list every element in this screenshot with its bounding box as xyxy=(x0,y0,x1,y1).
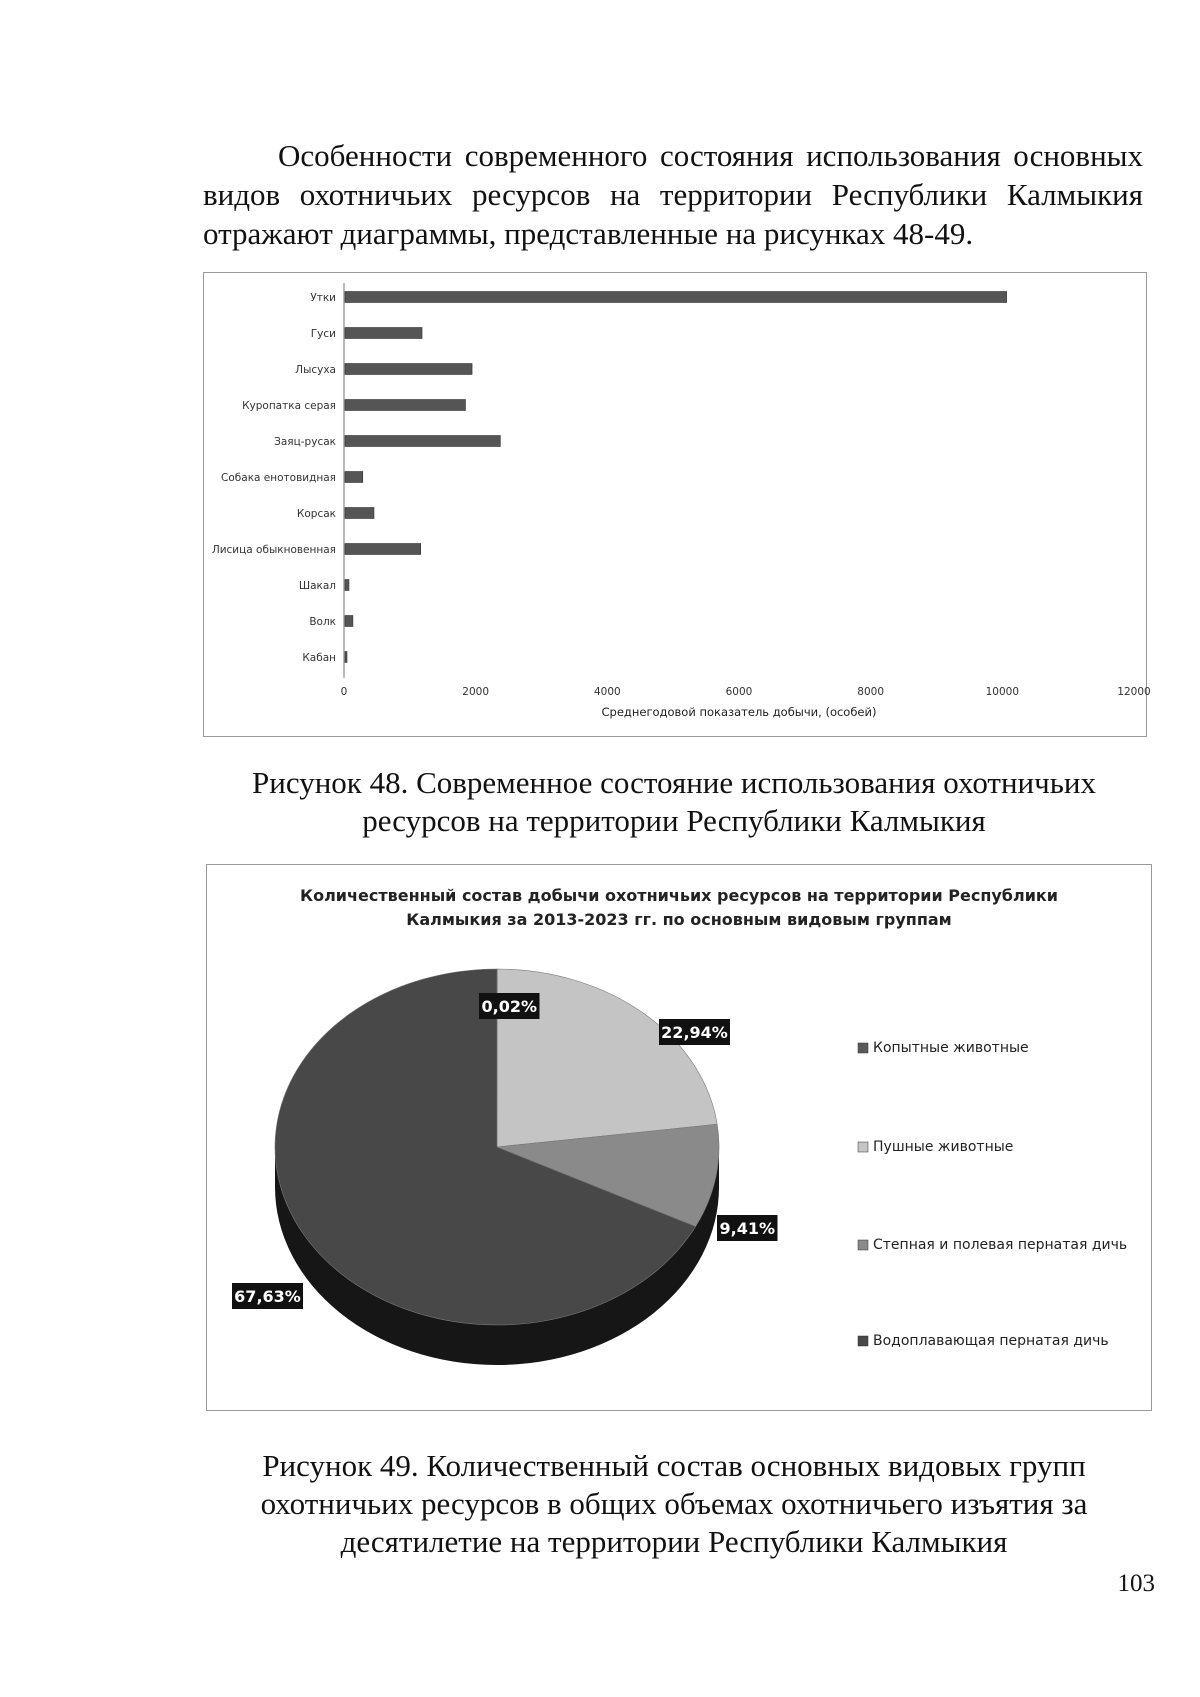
bar xyxy=(345,328,422,339)
pie-chart-svg xyxy=(207,865,1151,1410)
bar xyxy=(345,436,500,447)
bar-chart-svg xyxy=(204,273,1151,736)
data-label: 67,63% xyxy=(234,1287,301,1306)
data-label: 9,41% xyxy=(719,1219,776,1238)
bar xyxy=(345,544,421,555)
bar xyxy=(345,472,363,483)
bar xyxy=(345,400,465,411)
x-tick-label: 8000 xyxy=(857,686,885,698)
legend-swatch xyxy=(858,1240,868,1250)
legend-label: Пушные животные xyxy=(873,1139,1014,1155)
bar xyxy=(345,292,1007,303)
category-label: Куропатка серая xyxy=(242,400,336,412)
bar xyxy=(345,616,353,627)
x-axis-title: Среднегодовой показатель добычи, (особей) xyxy=(601,705,877,719)
x-tick-label: 4000 xyxy=(593,686,621,698)
data-label: 22,94% xyxy=(661,1023,728,1042)
figure-49-pie-chart xyxy=(206,864,1152,1411)
legend-swatch xyxy=(858,1336,868,1346)
category-label: Гуси xyxy=(310,328,336,340)
figure-49-caption: Рисунок 49. Количественный состав основных видовых групп охотничьих ресурсов в общих объемах охотничьего изъятия за десятилетие на территории Республики Калмыкия xyxy=(260,1448,1088,1559)
x-tick-label: 6000 xyxy=(725,686,753,698)
intro-paragraph: Особенности современного состояния использования основных видов охотничьих ресурсов на территории Республики Калмыкия отражают диаграммы, представленные на рисунках 48-49. xyxy=(203,138,1143,251)
pie-chart-title-line2: Калмыкия за 2013-2023 гг. по основным видовым группам xyxy=(406,910,952,929)
figure-48-caption: Рисунок 48. Современное состояние использования охотничьих ресурсов на территории Республики Калмыкия xyxy=(252,765,1096,838)
figure-48-bar-chart xyxy=(203,272,1151,737)
x-tick-label: 10000 xyxy=(985,686,1020,698)
bar xyxy=(345,580,349,591)
x-tick-label: 12000 xyxy=(1117,686,1151,698)
bar xyxy=(345,508,374,519)
category-label: Заяц-русак xyxy=(274,436,336,448)
category-label: Собака енотовидная xyxy=(221,472,336,484)
category-label: Лысуха xyxy=(295,364,336,376)
legend-label: Копытные животные xyxy=(873,1040,1029,1056)
bar xyxy=(345,652,347,663)
category-label: Шакал xyxy=(298,580,336,592)
category-label: Кабан xyxy=(302,652,336,664)
category-label: Корсак xyxy=(296,508,336,520)
page-number: 103 xyxy=(1117,1570,1155,1597)
legend-swatch xyxy=(858,1043,868,1053)
x-tick-label: 2000 xyxy=(462,686,490,698)
data-label: 0,02% xyxy=(481,997,538,1016)
pie-chart-title-line1: Количественный состав добычи охотничьих ресурсов на территории Республики xyxy=(300,886,1058,905)
category-label: Лисица обыкновенная xyxy=(211,544,336,556)
category-label: Волк xyxy=(309,616,336,628)
x-tick-label: 0 xyxy=(340,686,348,698)
legend-swatch xyxy=(858,1142,868,1152)
category-label: Утки xyxy=(310,292,336,304)
legend-label: Водоплавающая пернатая дичь xyxy=(873,1333,1109,1349)
legend-label: Степная и полевая пернатая дичь xyxy=(873,1237,1128,1253)
bar xyxy=(345,364,472,375)
